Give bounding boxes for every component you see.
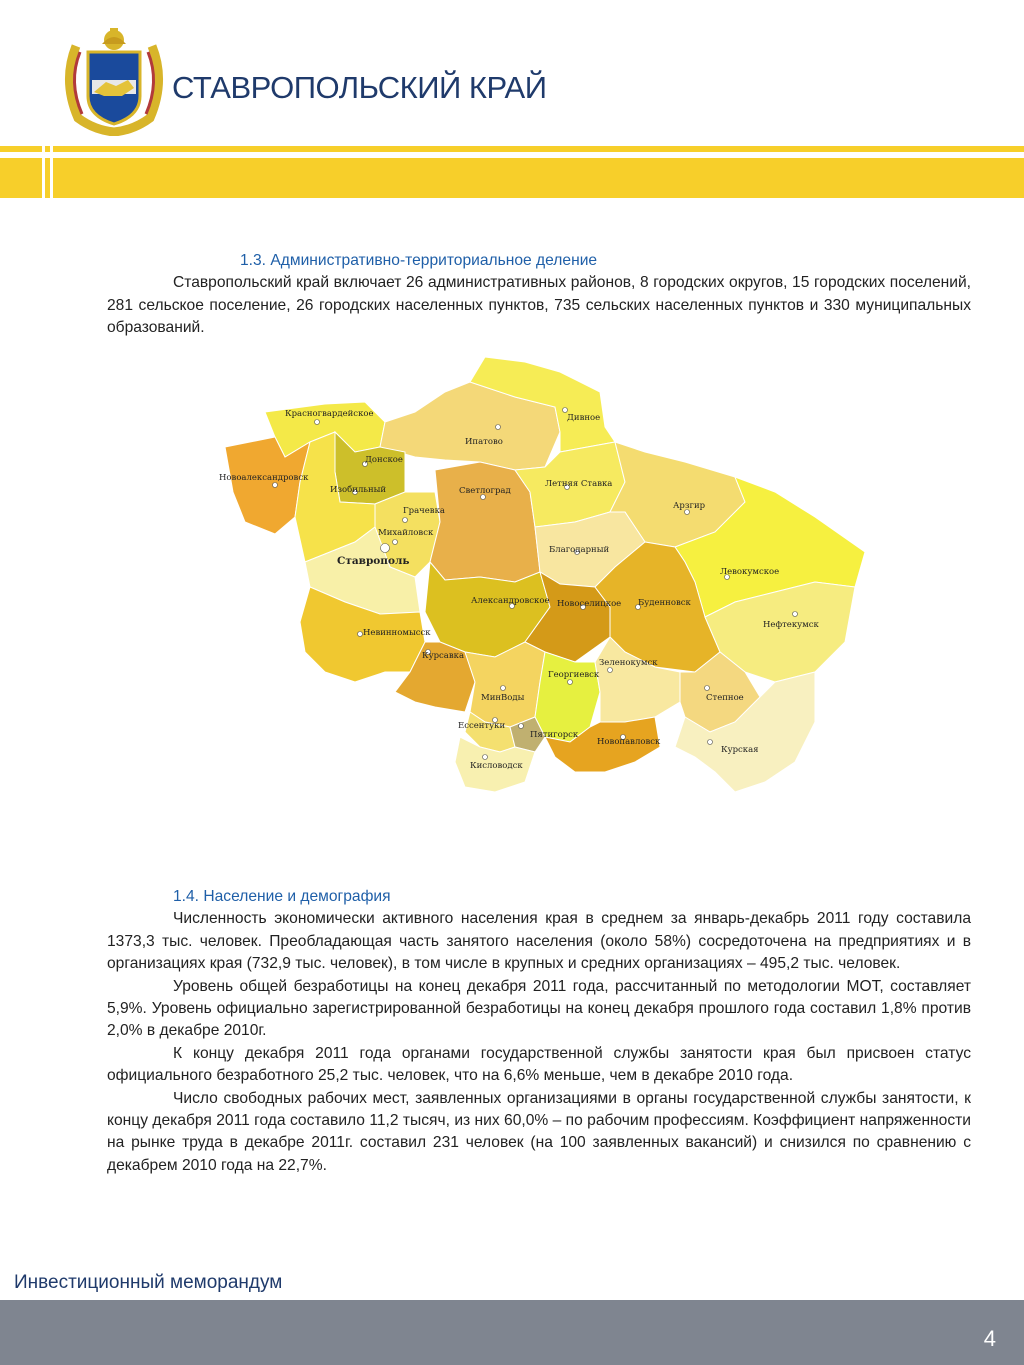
section-paragraph: Число свободных рабочих мест, заявленных организациями в органы государственной службы занятости, к концу декабря 2011 года составило 11,2 тысяч, из них 60,0% – по рабочим профессиям. Коэффициент напряженности на рынке труда в декабре 2011г. составил 231 человек (на 100 заявленных вакансий) и снизился по сравнению с декабрем 2010 года на 22,7%.: [107, 1089, 971, 1174]
map-label: Новопавловск: [597, 737, 661, 747]
map-label: Донское: [365, 455, 403, 465]
header-accent-band: [0, 158, 1024, 198]
map-label: Левокумское: [720, 567, 780, 577]
map-label: Летняя Ставка: [545, 479, 613, 489]
map-label: Нефтекумск: [763, 620, 819, 630]
section-paragraph: Уровень общей безработицы на конец декабря 2011 года, рассчитанный по методологии МОТ, составляет 5,9%. Уровень официально зарегистрированной безработицы на конец декабря прошлого года составил 1,8% против 2,0% в декабре 2010г.: [107, 977, 971, 1040]
map-label: Курская: [721, 745, 759, 755]
section-population: [107, 886, 971, 1177]
band-divider: [42, 146, 45, 198]
section-paragraph: К концу декабря 2011 года органами государственной службы занятости края был присвоен статус официального безработного 25,2 тыс. человек, что на 6,6% меньше, чем в декабре 2010 года.: [107, 1044, 971, 1085]
map-label: Невинномысск: [363, 628, 431, 638]
map-label: Пятигорск: [530, 730, 579, 740]
map-label: Георгиевск: [548, 670, 600, 680]
section-heading: 1.4. Население и демография: [173, 888, 391, 905]
map-label: Благодарный: [549, 545, 610, 555]
header-accent-line: [0, 146, 1024, 152]
map-label: Дивное: [567, 413, 601, 423]
footer-document-title: Инвестиционный меморандум: [14, 1272, 283, 1293]
map-label: Степное: [706, 693, 744, 703]
section-paragraph: Ставропольский край включает 26 административных районов, 8 городских округов, 15 городских поселений, 281 сельское поселение, 26 городских населенных пунктов, 735 сельских населенных пунктов и 330 муниципальных образований.: [107, 274, 971, 337]
map-label: Ипатово: [465, 437, 503, 447]
map-label: Кисловодск: [470, 761, 523, 771]
map-label: Зеленокумск: [599, 658, 658, 668]
footer-bar: [0, 1300, 1024, 1365]
page-title: СТАВРОПОЛЬСКИЙ КРАЙ: [172, 70, 547, 105]
map-label: Арзгир: [673, 501, 706, 511]
map-label: Курсавка: [422, 651, 465, 661]
map-label: МинВоды: [481, 693, 525, 703]
band-divider: [50, 146, 53, 198]
map-label: Светлоград: [459, 486, 511, 496]
page-number: 4: [983, 1326, 996, 1351]
map-label: Ессентуки: [458, 721, 506, 731]
map-region-minvody: [465, 642, 545, 727]
region-map: [215, 352, 875, 812]
map-label: Изобильный: [330, 485, 387, 495]
map-label-capital: Ставрополь: [337, 555, 410, 567]
map-label: Новоалександровск: [219, 473, 309, 483]
map-label: Красногвардейское: [285, 409, 374, 419]
map-label: Михайловск: [378, 528, 434, 538]
map-label: Буденновск: [638, 598, 691, 608]
section-paragraph: Численность экономически активного населения края в среднем за январь-декабрь 2011 году составила 1373,3 тыс. человек. Преобладающая часть занятого населения (около 58%) сосредоточена на предприятиях и в организациях края (732,9 тыс. человек), в том числе в крупных и средних организациях – 495,2 тыс. человек.: [107, 910, 971, 973]
section-admin-division: [107, 250, 971, 340]
map-label: Новоселицкое: [557, 599, 622, 609]
coat-of-arms-emblem: [58, 26, 170, 136]
map-label: Александровское: [471, 596, 550, 606]
section-heading: 1.3. Административно-территориальное деление: [240, 252, 598, 269]
map-label: Грачевка: [403, 506, 445, 516]
